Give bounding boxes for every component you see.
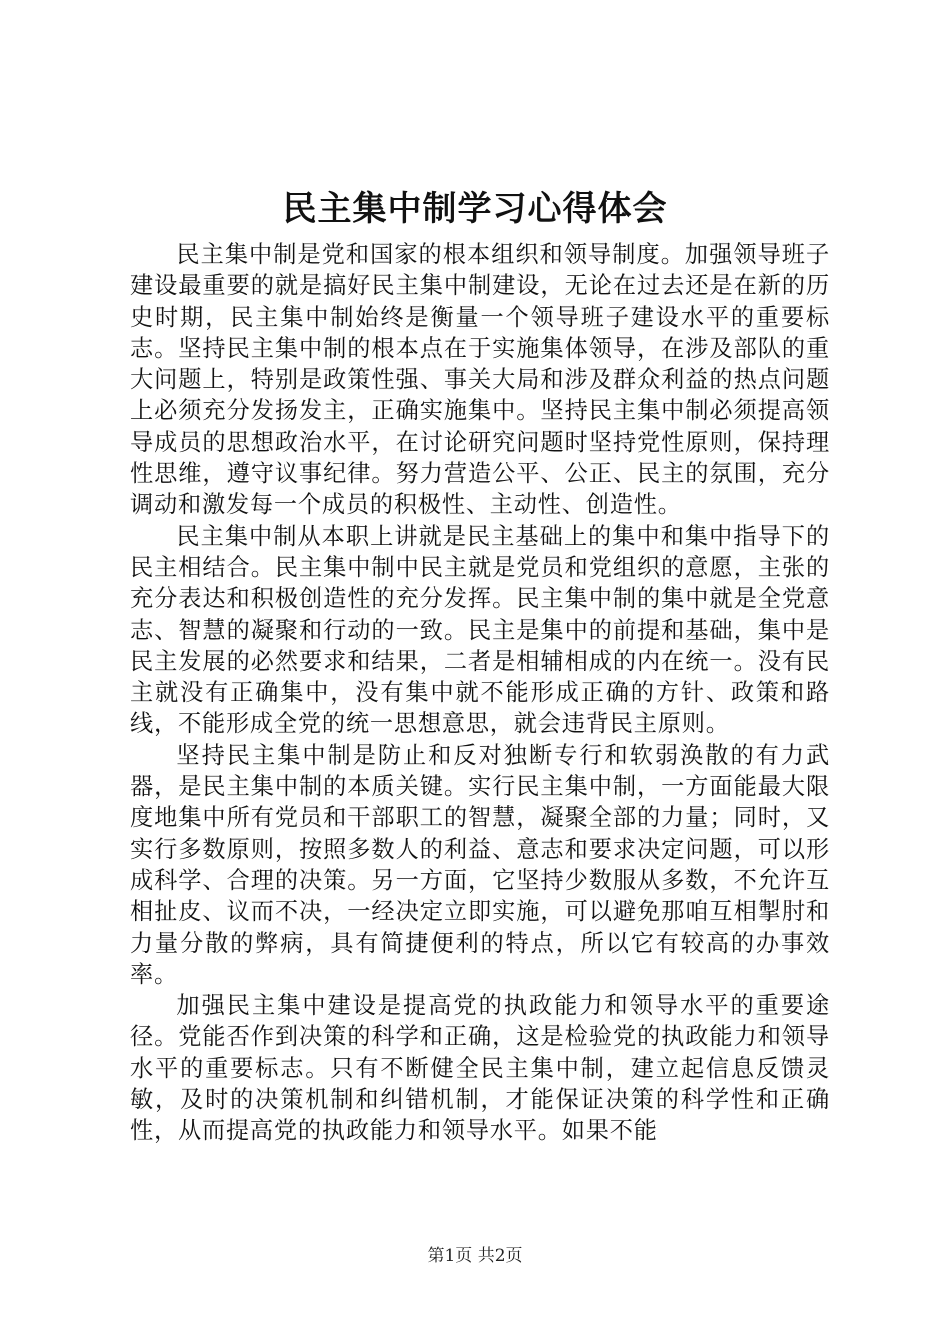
- paragraph: 加强民主集中建设是提高党的执政能力和领导水平的重要途径。党能否作到决策的科学和正确，这是检验党的执政能力和领导水平的重要标志。只有不断健全民主集中制，建立起信息反馈灵敏，及时的决策机制和纠错机制，才能保证决策的科学性和正确性，从而提高党的执政能力和领导水平。如果不能: [130, 992, 830, 1145]
- document-body: [130, 239, 830, 1147]
- paragraph: 坚持民主集中制是防止和反对独断专行和软弱涣散的有力武器，是民主集中制的本质关键。实行民主集中制，一方面能最大限度地集中所有党员和干部职工的智慧，凝聚全部的力量；同时，又实行多数原则，按照多数人的利益、意志和要求决定问题，可以形成科学、合理的决策。另一方面，它坚持少数服从多数，不允许互相扯皮、议而不决，一经决定立即实施，可以避免那咱互相掣肘和力量分散的弊病，具有简捷便利的特点，所以它有较高的办事效率。: [130, 741, 830, 988]
- document-title: 民主集中制学习心得体会: [282, 189, 668, 229]
- paragraph: 民主集中制从本职上讲就是民主基础上的集中和集中指导下的民主相结合。民主集中制中民主就是党员和党组织的意愿，主张的充分表达和积极创造性的充分发挥。民主集中制的集中就是全党意志、智慧的凝聚和行动的一致。民主是集中的前提和基础，集中是民主发展的必然要求和结果，二者是相辅相成的内在统一。没有民主就没有正确集中，没有集中就不能形成正确的方针、政策和路线，不能形成全党的统一思想意思，就会违背民主原则。: [130, 522, 830, 738]
- page-number-footer: 第1页 共2页: [427, 1246, 523, 1266]
- paragraph: 民主集中制是党和国家的根本组织和领导制度。加强领导班子建设最重要的就是搞好民主集中制建设，无论在过去还是在新的历史时期，民主集中制始终是衡量一个领导班子建设水平的重要标志。坚持民主集中制的根本点在于实施集体领导，在涉及部队的重大问题上，特别是政策性强、事关大局和涉及群众利益的热点问题上必须充分发扬发主，正确实施集中。坚持民主集中制必须提高领导成员的思想政治水平，在讨论研究问题时坚持党性原则，保持理性思维，遵守议事纪律。努力营造公平、公正、民主的氛围，充分调动和激发每一个成员的积极性、主动性、创造性。: [130, 241, 830, 519]
